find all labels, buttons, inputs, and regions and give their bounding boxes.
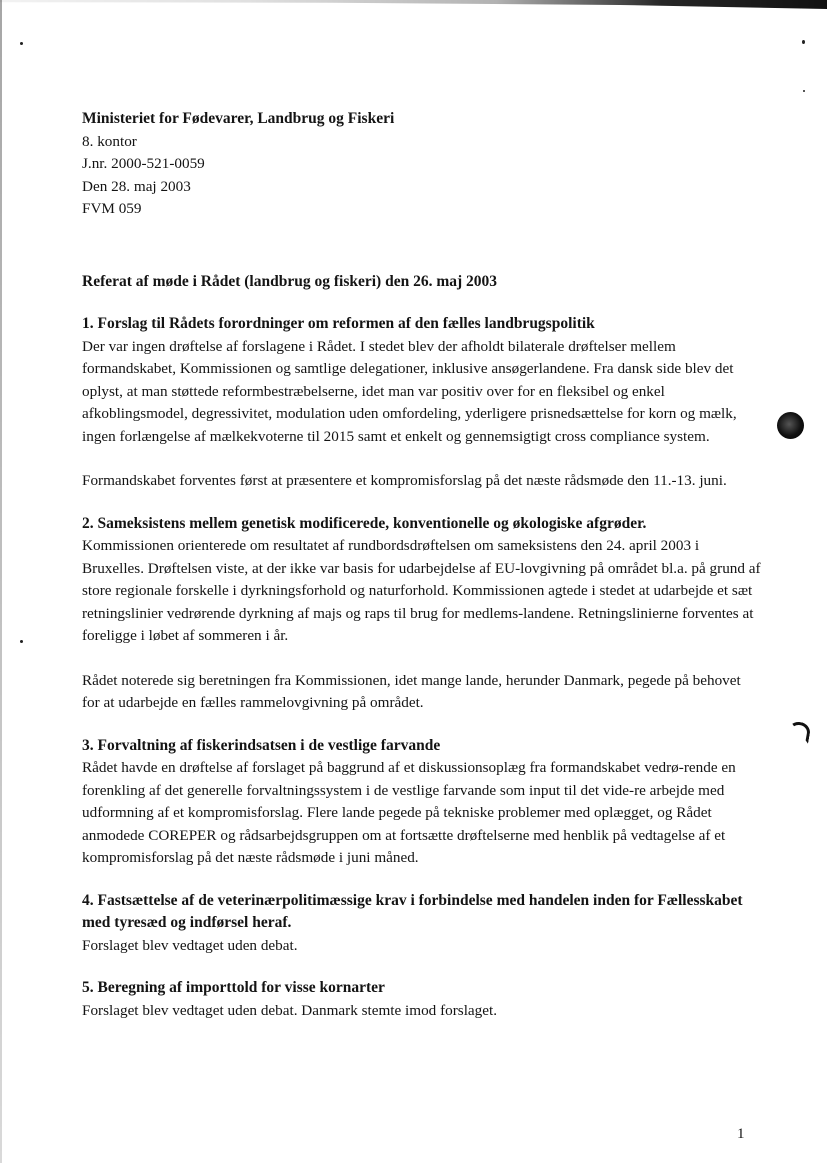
section-4 xyxy=(82,890,762,958)
scan-speck xyxy=(802,40,805,44)
section-1 xyxy=(82,313,762,493)
section-heading: 4. Fastsættelse af de veterinærpolitimæssige krav i forbindelse med handelen inden for Fællesskabet med tyresæd og indførsel heraf. xyxy=(82,891,743,931)
letter-header xyxy=(82,108,762,221)
scan-left-edge xyxy=(0,0,2,1163)
section-paragraph: Forslaget blev vedtaget uden debat. Danmark stemte imod forslaget. xyxy=(82,1001,498,1019)
punch-hole-mark xyxy=(777,412,804,439)
section-paragraph: Rådet havde en drøftelse af forslaget på baggrund af et diskussionsoplæg fra formandskabet vedrø-rende en forenkling af det generelle forvaltningssystem i de vestlige farvande som input til det vide-re arbejde med udformning af et kompromisforslag. Flere lande pegede på tekniske problemer med oplægget, og Rådet anmodede COREPER og rådsarbejdsgruppen om at fortsætte drøftelserne med henblik på vedtagelse af et kompromisforslag på det næste rådsmøde i juni måned. xyxy=(82,759,736,866)
reference-code: FVM 059 xyxy=(82,200,142,217)
page-number: 1 xyxy=(737,1126,745,1142)
scan-mark xyxy=(786,720,811,744)
section-paragraph: Formandskabet forventes først at præsentere et kompromisforslag på det næste rådsmøde den 11.-13. juni. xyxy=(82,472,727,489)
letter-date: Den 28. maj 2003 xyxy=(82,177,191,195)
section-heading: 1. Forslag til Rådets forordninger om reformen af den fælles landbrugspolitik xyxy=(82,315,595,332)
section-2 xyxy=(82,513,762,715)
letter-body xyxy=(82,108,762,1022)
organization-name: Ministeriet for Fødevarer, Landbrug og Fiskeri xyxy=(82,110,395,127)
section-paragraph: Der var ingen drøftelse af forslagene i Rådet. I stedet blev der afholdt bilaterale drøftelser mellem formandskabet, Kommissionen og samtlige delegationer, inklusive ansøgerlandene. Fra dansk side blev det oplyst, at man støttede reformbestræbelserne, idet man var positiv over for en fleksibel og enkel afkoblingsmodel, degressivitet, modulation uden omfordeling, yderligere prisnedsættelse for korn og mælk, ingen forlængelse af mælkekvoterne til 2015 samt et enkelt og gennemsigtigt cross compliance system. xyxy=(82,337,737,445)
scan-speck xyxy=(20,42,23,45)
section-paragraph: Kommissionen orienterede om resultatet af rundbordsdrøftelsen om sameksistens den 24. april 2003 i Bruxelles. Drøftelsen viste, at der ikke var basis for udarbejdelse af EU-lovgivning på området bl.a. på grund af store regionale forskelle i dyrkningsforhold og naturforhold. Kommissionen agtede i stedet at udarbejde et sæt retningslinier vedrørende dyrkning af majs og raps til brug for medlems-landene. Retningslinierne forventes at foreligge i løbet af sommeren i år. xyxy=(82,537,761,644)
section-paragraph: Rådet noterede sig beretningen fra Kommissionen, idet mange lande, herunder Danmark, pegede på behovet for at udarbejde en fælles rammelovgivning på området. xyxy=(82,671,741,711)
section-paragraph: Forslaget blev vedtaget uden debat. xyxy=(82,936,298,954)
scan-speck xyxy=(803,90,805,92)
section-5 xyxy=(82,977,762,1022)
office-name: 8. kontor xyxy=(82,132,137,150)
section-heading: 3. Forvaltning af fiskerindsatsen i de vestlige farvande xyxy=(82,736,441,754)
section-heading: 5. Beregning af importtold for visse kornarter xyxy=(82,979,385,996)
section-3 xyxy=(82,735,762,870)
scan-speck xyxy=(20,640,23,643)
section-heading: 2. Sameksistens mellem genetisk modificerede, konventionelle og økologiske afgrøder. xyxy=(82,514,647,532)
document-title: Referat af møde i Rådet (landbrug og fiskeri) den 26. maj 2003 xyxy=(82,272,498,290)
scan-edge-artifact xyxy=(0,0,827,9)
journal-number: J.nr. 2000-521-0059 xyxy=(82,155,205,172)
